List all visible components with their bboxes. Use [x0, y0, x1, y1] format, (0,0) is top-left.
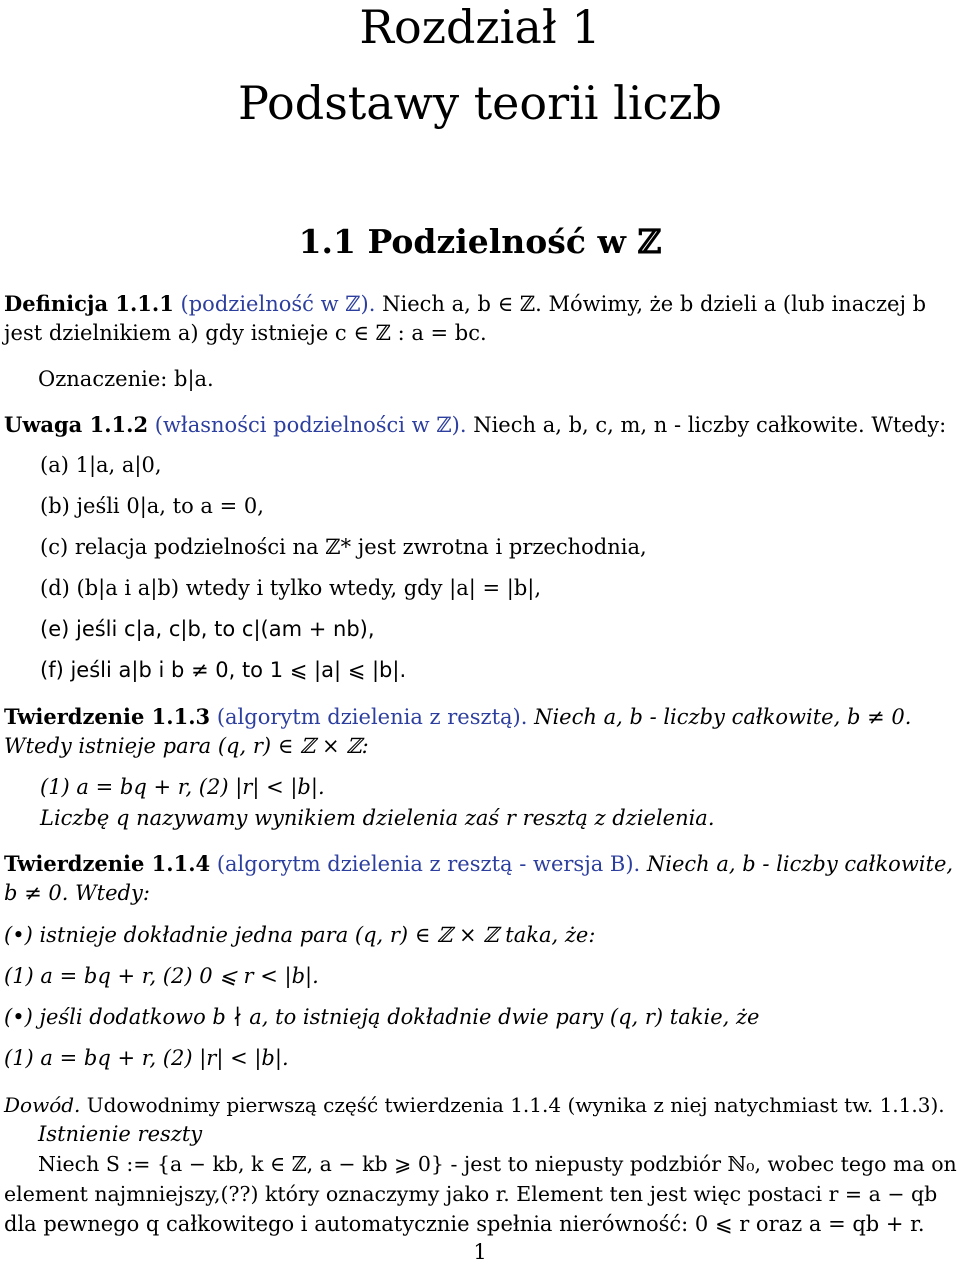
page-number: 1 — [473, 1240, 487, 1264]
remark-item-a: (a) 1|a, a|0, — [40, 453, 162, 477]
theorem1-line2: Wtedy istnieje para (q, r) ∈ ℤ × ℤ: — [4, 734, 369, 758]
remark-item-d: (d) (b|a i a|b) wtedy i tylko wtedy, gdy |a| = |b|, — [40, 576, 542, 600]
theorem2-text1: Niech a, b - liczby całkowite, — [646, 852, 954, 876]
proof-head: Dowód. — [4, 1093, 81, 1117]
theorem1-line4: Liczbę q nazywamy wynikiem dzielenia zaś r resztą z dzielenia. — [40, 806, 715, 830]
theorem2-eq1: (1) a = bq + r, (2) 0 ⩽ r < |b|. — [4, 964, 319, 988]
theorem1-text1: Niech a, b - liczby całkowite, b ≠ 0. — [534, 705, 912, 729]
definition-text1: Niech a, b ∈ ℤ. Mówimy, że b dzieli a (lub inaczej b — [382, 292, 927, 316]
theorem2-note: (algorytm dzielenia z resztą - wersja B). — [216, 852, 641, 876]
remark-item-b: (b) jeśli 0|a, to a = 0, — [40, 494, 264, 518]
theorem2-line2: b ≠ 0. Wtedy: — [4, 881, 150, 905]
theorem1-note: (algorytm dzielenia z resztą). — [216, 705, 528, 729]
remark-line — [4, 414, 946, 436]
definition-head: Definicja 1.1.1 — [4, 291, 174, 316]
proof-line1 — [4, 1095, 945, 1115]
definition-note: (podzielność w ℤ). — [180, 292, 376, 316]
remark-head: Uwaga 1.1.2 — [4, 412, 149, 437]
theorem2-eq2: (1) a = bq + r, (2) |r| < |b|. — [4, 1046, 289, 1070]
remark-text: Niech a, b, c, m, n - liczby całkowite. Wtedy: — [473, 413, 947, 437]
theorem2-head: Twierdzenie 1.1.4 — [4, 851, 211, 876]
remark-item-f: (f) jeśli a|b i b ≠ 0, to 1 ⩽ |a| ⩽ |b|. — [40, 658, 407, 682]
chapter-label: Rozdział 1 — [359, 0, 601, 54]
notation: Oznaczenie: b|a. — [38, 367, 214, 391]
definition-line2: jest dzielnikiem a) gdy istnieje c ∈ ℤ : a = bc. — [4, 321, 487, 345]
proof-subhead: Istnienie reszty — [38, 1122, 203, 1146]
theorem1-line3: (1) a = bq + r, (2) |r| < |b|. — [40, 775, 325, 799]
remark-item-c: (c) relacja podzielności na ℤ* jest zwrotna i przechodnia, — [40, 535, 647, 559]
proof-line3: element najmniejszy,(??) który oznaczymy jako r. Element ten jest więc postaci r = a − qb — [4, 1182, 938, 1206]
theorem2-line1 — [4, 853, 953, 875]
section-title: 1.1 Podzielność w ℤ — [298, 222, 662, 261]
chapter-title: Podstawy teorii liczb — [237, 76, 723, 130]
proof-line4: dla pewnego q całkowitego i automatycznie spełnia nierówność: 0 ⩽ r oraz a = qb + r. — [4, 1212, 925, 1236]
remark-item-e: (e) jeśli c|a, c|b, to c|(am + nb), — [40, 617, 375, 641]
proof-text1: Udowodnimy pierwszą część twierdzenia 1.1.4 (wynika z niej natychmiast tw. 1.1.3). — [86, 1093, 945, 1117]
theorem2-bullet2: (•) jeśli dodatkowo b ∤ a, to istnieją dokładnie dwie pary (q, r) takie, że — [4, 1005, 760, 1029]
theorem1-head: Twierdzenie 1.1.3 — [4, 704, 211, 729]
theorem1-line1 — [4, 706, 911, 728]
definition-line1 — [4, 293, 926, 315]
remark-note: (własności podzielności w ℤ). — [154, 413, 467, 437]
proof-line2: Niech S := {a − kb, k ∈ ℤ, a − kb ⩾ 0} - jest to niepusty podzbiór ℕ₀, wobec tego ma on — [38, 1152, 957, 1176]
theorem2-bullet1: (•) istnieje dokładnie jedna para (q, r) ∈ ℤ × ℤ taka, że: — [4, 923, 596, 947]
